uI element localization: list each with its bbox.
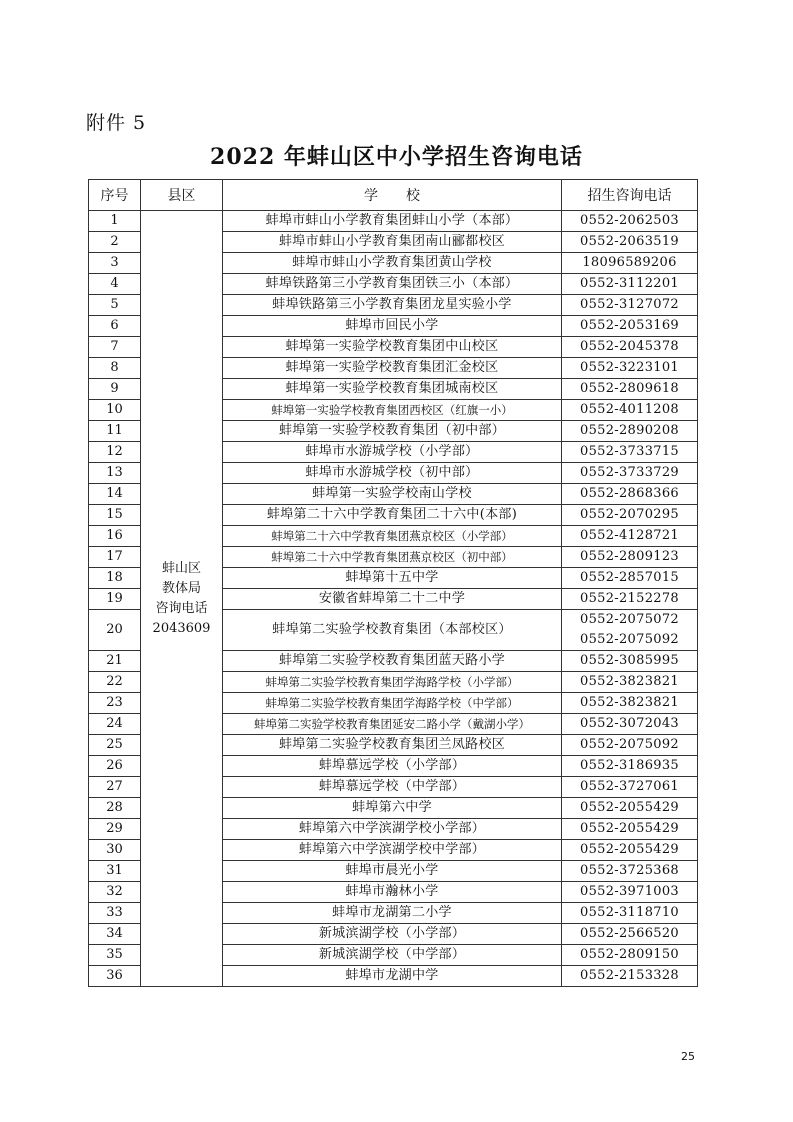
phone-number: 0552-2809150: [580, 947, 679, 962]
table-header-row: [89, 180, 698, 211]
phone-cell: [562, 714, 698, 735]
row-index: 12: [89, 442, 141, 463]
phone-cell: [562, 358, 698, 379]
phone-number: 0552-2045378: [580, 339, 679, 354]
row-index: 29: [89, 819, 141, 840]
school-name: 新城滨湖学校（中学部）: [223, 945, 562, 966]
phone-cell: [562, 610, 698, 651]
phone-number: 0552-2890208: [580, 423, 679, 438]
row-index: 33: [89, 903, 141, 924]
phone-cell: [562, 672, 698, 693]
phone-number: 0552-3733715: [580, 444, 679, 459]
row-index: 14: [89, 484, 141, 505]
phone-number: 0552-2075072: [580, 612, 679, 627]
school-name: 蚌埠第二实验学校教育集团蓝天路小学: [223, 651, 562, 672]
row-index: 10: [89, 400, 141, 421]
row-index: 1: [89, 211, 141, 232]
phone-number: 0552-2868366: [580, 486, 679, 501]
phone-number: 0552-3823821: [580, 695, 679, 710]
school-name: 蚌埠第二实验学校教育集团延安二路小学（戴湖小学）: [223, 714, 562, 735]
phone-number: 0552-2153328: [580, 968, 679, 983]
phone-number: 0552-2062503: [580, 213, 679, 228]
phone-cell: [562, 379, 698, 400]
row-index: 17: [89, 547, 141, 568]
phone-cell: [562, 253, 698, 274]
phone-cell: [562, 735, 698, 756]
phone-number: 0552-3112201: [580, 276, 679, 291]
row-index: 4: [89, 274, 141, 295]
row-index: 8: [89, 358, 141, 379]
school-name: 蚌埠第一实验学校教育集团城南校区: [223, 379, 562, 400]
phone-cell: [562, 421, 698, 442]
school-name: 蚌埠第二实验学校教育集团兰凤路校区: [223, 735, 562, 756]
row-index: 6: [89, 316, 141, 337]
phone-number: 0552-4128721: [580, 528, 679, 543]
school-name: 蚌埠第一实验学校教育集团西校区（红旗一小）: [223, 400, 562, 421]
school-name: 蚌埠铁路第三小学教育集团龙星实验小学: [223, 295, 562, 316]
phone-number: 0552-2075092: [580, 632, 679, 647]
school-name: 蚌埠市蚌山小学教育集团蚌山小学（本部）: [223, 211, 562, 232]
phone-number: 0552-4011208: [580, 402, 679, 417]
row-index: 28: [89, 798, 141, 819]
phone-cell: [562, 463, 698, 484]
row-index: 36: [89, 966, 141, 987]
phone-cell: [562, 861, 698, 882]
phone-number: 0552-2566520: [580, 926, 679, 941]
school-name: 蚌埠第二实验学校教育集团学海路学校（中学部）: [223, 693, 562, 714]
school-name: 蚌埠市龙湖第二小学: [223, 903, 562, 924]
phone-cell: [562, 882, 698, 903]
phone-number: 0552-2809618: [580, 381, 679, 396]
header-school: 学 校: [223, 180, 562, 211]
row-index: 18: [89, 568, 141, 589]
row-index: 13: [89, 463, 141, 484]
phone-cell: [562, 442, 698, 463]
row-index: 3: [89, 253, 141, 274]
row-index: 7: [89, 337, 141, 358]
phone-cell: [562, 400, 698, 421]
phone-cell: [562, 316, 698, 337]
school-name: 蚌埠市水游城学校（初中部）: [223, 463, 562, 484]
school-name: 安徽省蚌埠第二十二中学: [223, 589, 562, 610]
row-index: 2: [89, 232, 141, 253]
phone-cell: [562, 547, 698, 568]
row-index: 9: [89, 379, 141, 400]
phone-cell: [562, 211, 698, 232]
phone-number: 0552-2809123: [580, 549, 679, 564]
row-index: 19: [89, 589, 141, 610]
row-index: 15: [89, 505, 141, 526]
row-index: 27: [89, 777, 141, 798]
phone-number: 0552-3727061: [580, 779, 679, 794]
row-index: 11: [89, 421, 141, 442]
county-cell: [141, 211, 223, 987]
table-body: [89, 211, 698, 987]
phone-cell: [562, 484, 698, 505]
phone-cell: [562, 589, 698, 610]
phone-number: 0552-2152278: [580, 591, 679, 606]
row-index: 21: [89, 651, 141, 672]
phone-number: 0552-3733729: [580, 465, 679, 480]
phone-cell: [562, 903, 698, 924]
phone-cell: [562, 505, 698, 526]
phone-number: 0552-3072043: [580, 716, 679, 731]
phone-cell: [562, 651, 698, 672]
school-name: 蚌埠第二十六中学教育集团燕京校区（初中部）: [223, 547, 562, 568]
school-name: 蚌埠市龙湖中学: [223, 966, 562, 987]
school-name: 蚌埠市回民小学: [223, 316, 562, 337]
school-name: 蚌埠第六中学滨湖学校小学部）: [223, 819, 562, 840]
phone-cell: [562, 924, 698, 945]
phone-cell: [562, 295, 698, 316]
phone-number: 0552-2857015: [580, 570, 679, 585]
phone-cell: [562, 568, 698, 589]
school-name: 蚌埠第二十六中学教育集团二十六中(本部): [223, 505, 562, 526]
phone-number: 18096589206: [582, 255, 677, 270]
table-row: [89, 211, 698, 232]
page-title: 2022 年蚌山区中小学招生咨询电话: [210, 144, 583, 170]
school-name: 蚌埠市水游城学校（小学部）: [223, 442, 562, 463]
row-index: 23: [89, 693, 141, 714]
school-name: 蚌埠慕远学校（中学部）: [223, 777, 562, 798]
school-name: 蚌埠慕远学校（小学部）: [223, 756, 562, 777]
phone-number: 0552-3127072: [580, 297, 679, 312]
header-phone: 招生咨询电话: [562, 180, 698, 211]
page-number: 25: [681, 1050, 695, 1063]
school-name: 蚌埠市晨光小学: [223, 861, 562, 882]
school-name: 蚌埠市瀚林小学: [223, 882, 562, 903]
school-name: 蚌埠第一实验学校南山学校: [223, 484, 562, 505]
school-name: 蚌埠铁路第三小学教育集团铁三小（本部）: [223, 274, 562, 295]
row-index: 25: [89, 735, 141, 756]
row-index: 22: [89, 672, 141, 693]
row-index: 20: [89, 610, 141, 651]
phone-number: 0552-3725368: [580, 863, 679, 878]
row-index: 31: [89, 861, 141, 882]
row-index: 16: [89, 526, 141, 547]
school-name: 蚌埠第二十六中学教育集团燕京校区（小学部）: [223, 526, 562, 547]
phone-cell: [562, 526, 698, 547]
phone-number: 0552-2053169: [580, 318, 679, 333]
phone-cell: [562, 966, 698, 987]
school-name: 蚌埠市蚌山小学教育集团南山郦都校区: [223, 232, 562, 253]
phone-number: 0552-3971003: [580, 884, 679, 899]
phone-cell: [562, 819, 698, 840]
phone-number: 0552-2055429: [580, 821, 679, 836]
header-index: 序号: [89, 180, 141, 211]
county-line4: 2043609: [152, 620, 211, 636]
attachment-label: 附件 5: [86, 112, 147, 134]
school-name: 蚌埠第一实验学校教育集团中山校区: [223, 337, 562, 358]
row-index: 32: [89, 882, 141, 903]
row-index: 26: [89, 756, 141, 777]
phone-cell: [562, 232, 698, 253]
phone-cell: [562, 693, 698, 714]
school-name: 蚌埠第一实验学校教育集团汇金校区: [223, 358, 562, 379]
phone-number: 0552-3823821: [580, 674, 679, 689]
header-county: 县区: [141, 180, 223, 211]
phone-cell: [562, 756, 698, 777]
phone-cell: [562, 274, 698, 295]
county-line2: 教体局: [161, 580, 201, 596]
school-name: 蚌埠第六中学滨湖学校中学部）: [223, 840, 562, 861]
phone-number: 0552-3186935: [580, 758, 679, 773]
phone-cell: [562, 945, 698, 966]
phone-cell: [562, 337, 698, 358]
school-name: 蚌埠第一实验学校教育集团（初中部）: [223, 421, 562, 442]
phone-cell: [562, 798, 698, 819]
county-line3: 咨询电话: [155, 600, 208, 616]
county-line1: 蚌山区: [161, 560, 201, 576]
school-name: 蚌埠市蚌山小学教育集团黄山学校: [223, 253, 562, 274]
school-name: 新城滨湖学校（小学部）: [223, 924, 562, 945]
school-name: 蚌埠第二实验学校教育集团学海路学校（小学部）: [223, 672, 562, 693]
enrollment-phone-table: [88, 179, 698, 987]
phone-cell: [562, 777, 698, 798]
school-name: 蚌埠第六中学: [223, 798, 562, 819]
row-index: 24: [89, 714, 141, 735]
row-index: 5: [89, 295, 141, 316]
school-name: 蚌埠第二实验学校教育集团（本部校区）: [223, 610, 562, 651]
phone-number: 0552-2063519: [580, 234, 679, 249]
phone-number: 0552-2055429: [580, 842, 679, 857]
phone-number: 0552-2070295: [580, 507, 679, 522]
row-index: 35: [89, 945, 141, 966]
row-index: 34: [89, 924, 141, 945]
phone-cell: [562, 840, 698, 861]
phone-number: 0552-2055429: [580, 800, 679, 815]
row-index: 30: [89, 840, 141, 861]
phone-number: 0552-2075092: [580, 737, 679, 752]
phone-number: 0552-3085995: [580, 653, 679, 668]
school-name: 蚌埠第十五中学: [223, 568, 562, 589]
phone-number: 0552-3223101: [580, 360, 679, 375]
phone-number: 0552-3118710: [580, 905, 679, 920]
